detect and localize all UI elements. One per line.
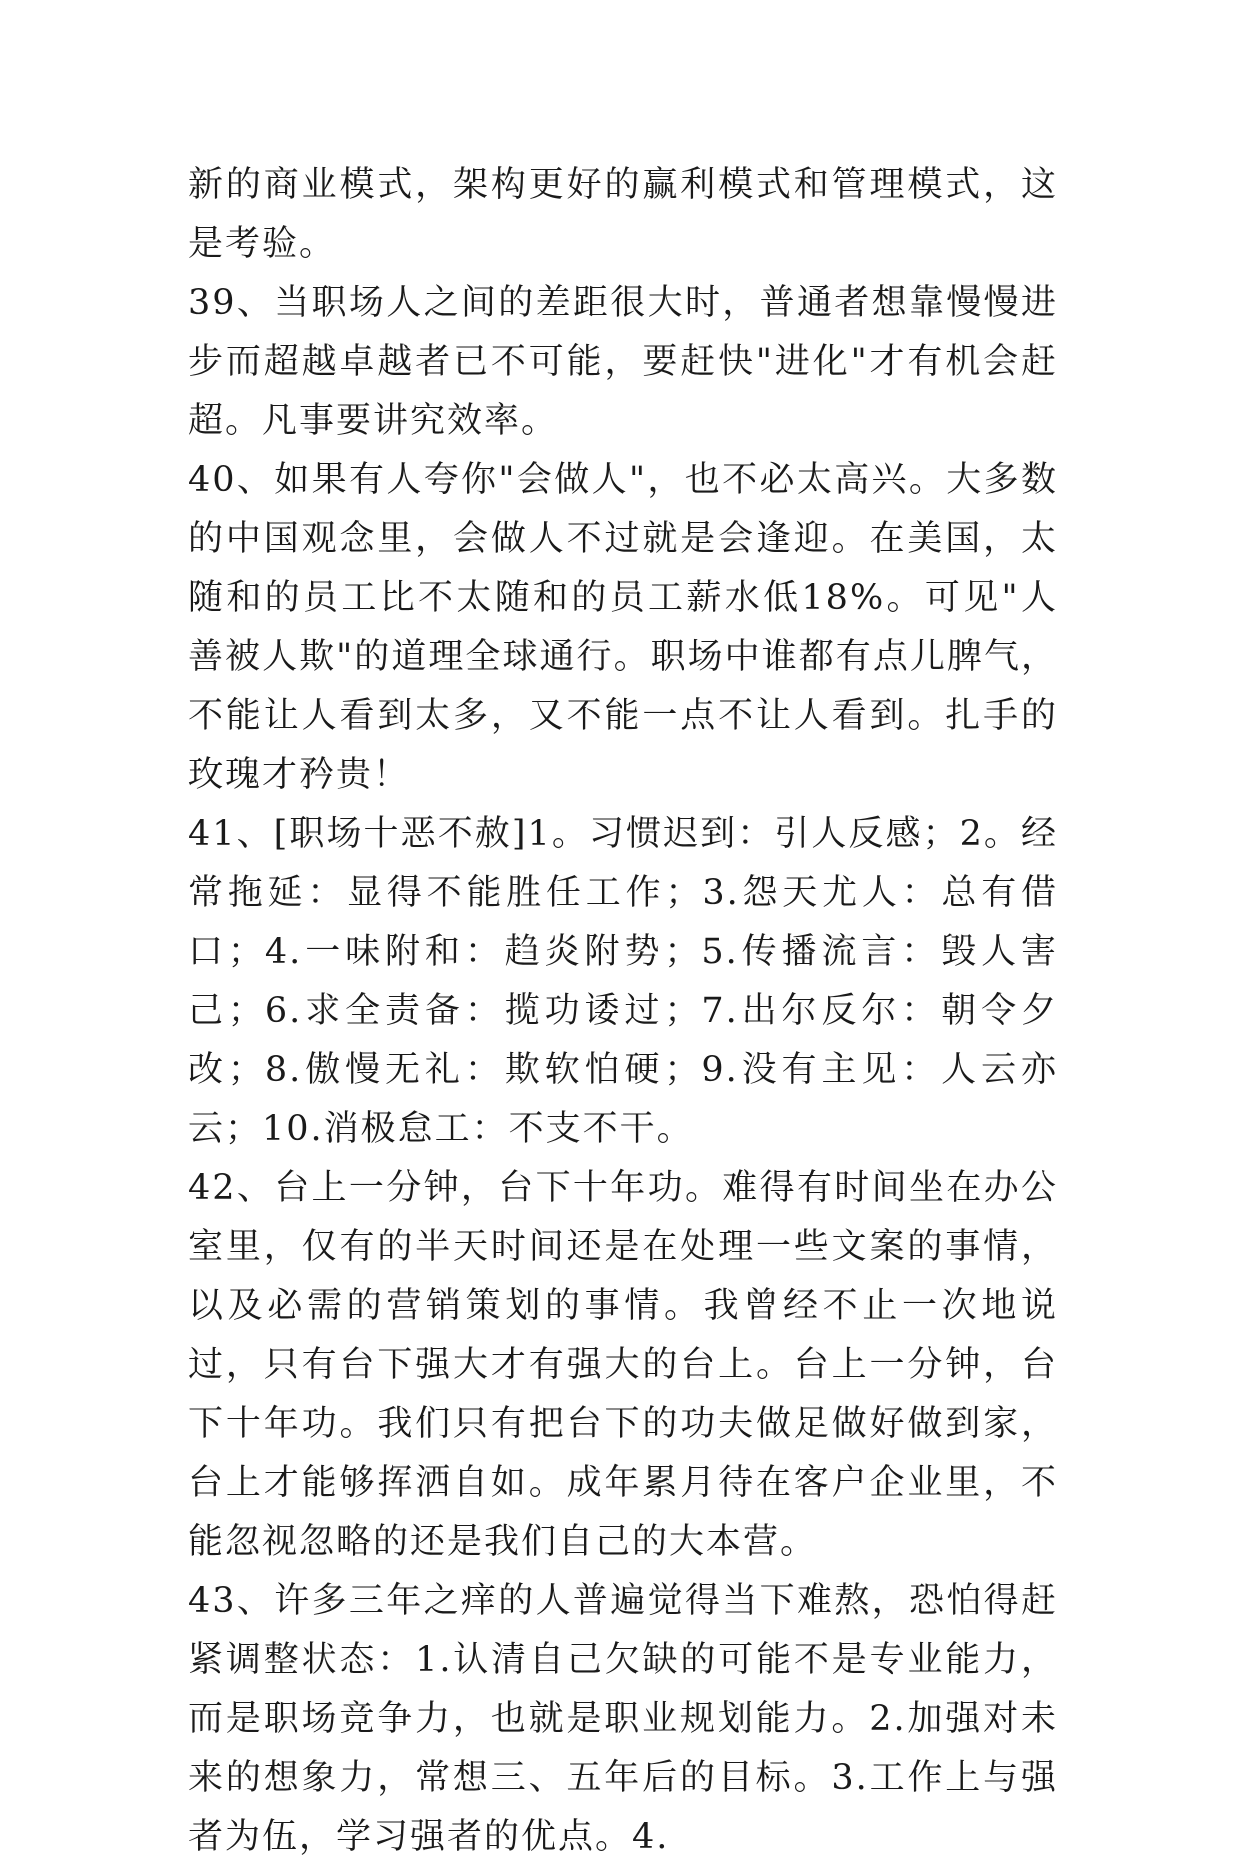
paragraph-42: 42、台上一分钟，台下十年功。难得有时间坐在办公室里，仅有的半天时间还是在处理一些文案的事情，以及必需的营销策划的事情。我曾经不止一次地说过，只有台下强大才有强大的台上。台上一分钟，台下十年功。我们只有把台下的功夫做足做好做到家，台上才能够挥洒自如。成年累月待在客户企业里，不能忽视忽略的还是我们自己的大本营。 (188, 1168, 1058, 1562)
paragraph-39: 39、当职场人之间的差距很大时，普通者想靠慢慢进步而超越卓越者已不可能，要赶快"进化"才有机会赶超。凡事要讲究效率。 (188, 283, 1058, 441)
document-body (188, 156, 1058, 1867)
paragraph-43: 43、许多三年之痒的人普遍觉得当下难熬，恐怕得赶紧调整状态：1.认清自己欠缺的可能不是专业能力，而是职场竞争力，也就是职业规划能力。2.加强对未来的想象力，常想三、五年后的目标。3.工作上与强者为伍，学习强者的优点。4. (188, 1581, 1058, 1857)
paragraph-continuation: 新的商业模式，架构更好的赢利模式和管理模式，这是考验。 (188, 165, 1058, 264)
paragraph-40: 40、如果有人夸你"会做人"，也不必太高兴。大多数的中国观念里，会做人不过就是会逢迎。在美国，太随和的员工比不太随和的员工薪水低18%。可见"人善被人欺"的道理全球通行。职场中谁都有点儿脾气，不能让人看到太多，又不能一点不让人看到。扎手的玫瑰才矜贵！ (188, 460, 1058, 795)
paragraph-41: 41、[职场十恶不赦]1。习惯迟到：引人反感；2。经常拖延：显得不能胜任工作；3.怨天尤人：总有借口；4.一味附和：趋炎附势；5.传播流言：毁人害己；6.求全责备：揽功诿过；7.出尔反尔：朝令夕改；8.傲慢无礼：欺软怕硬；9.没有主见：人云亦云；10.消极怠工：不支不干。 (188, 814, 1058, 1149)
